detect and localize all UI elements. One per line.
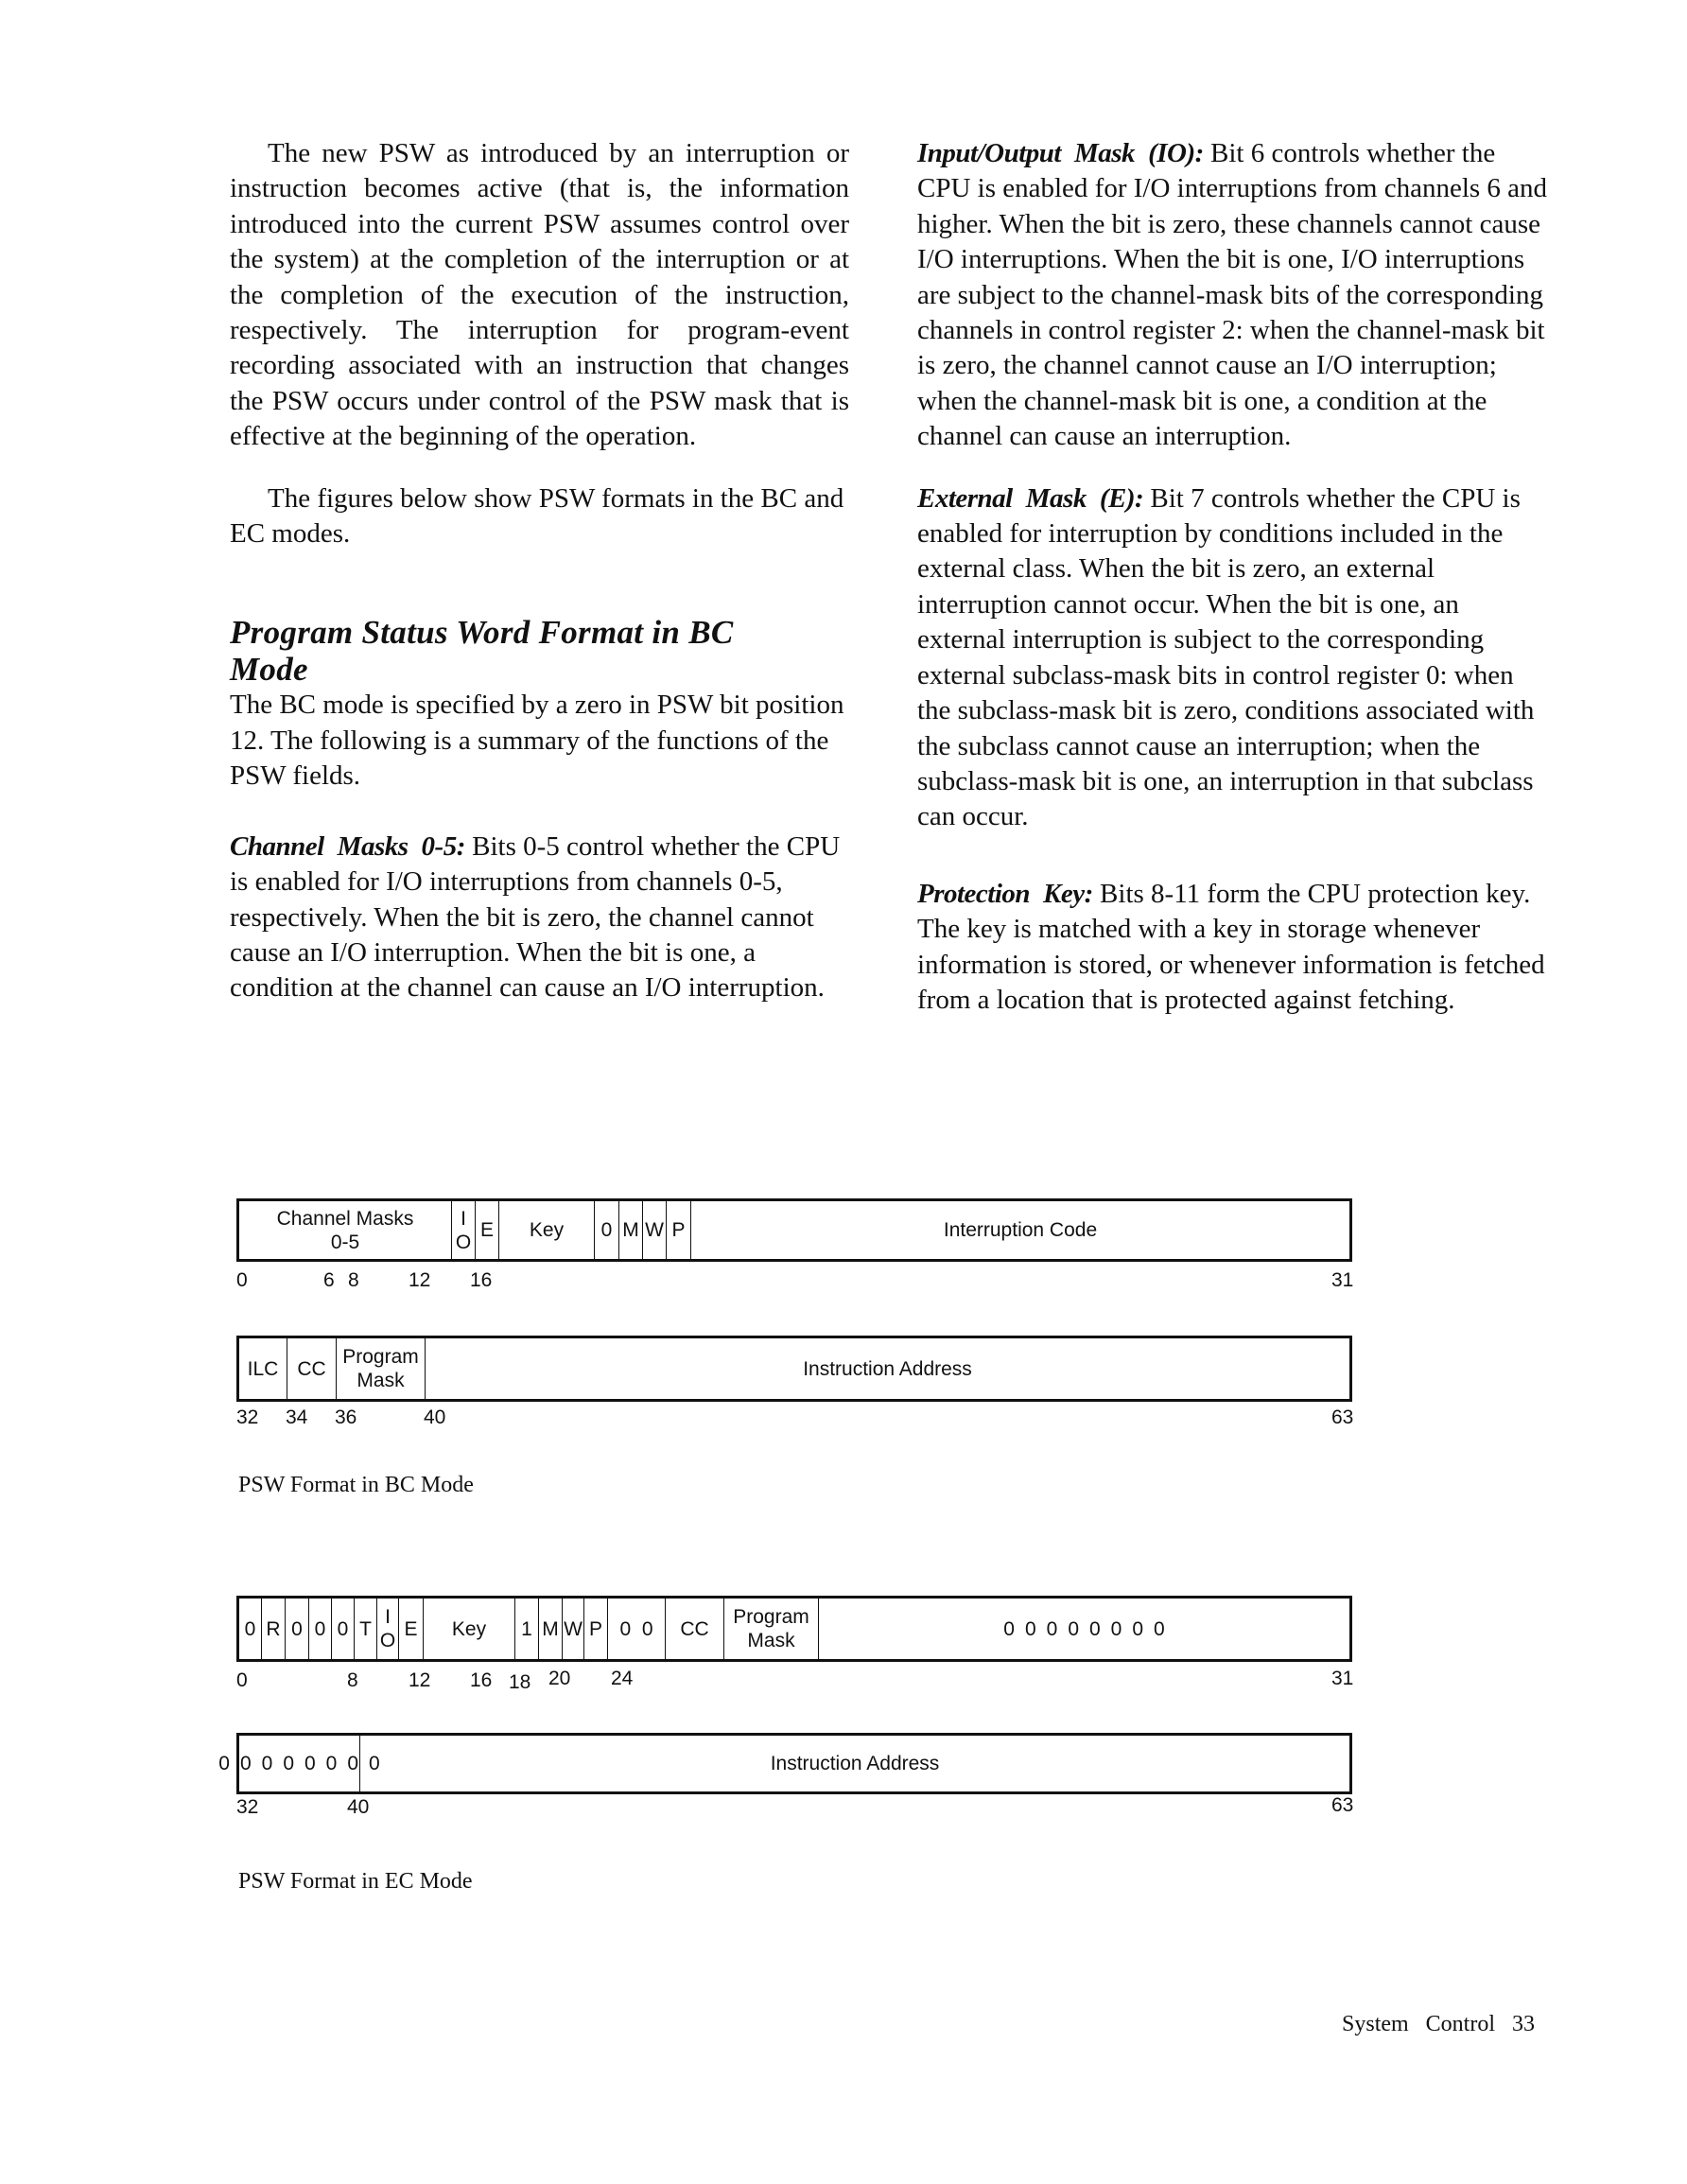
field-program-mask: Program Mask (337, 1338, 426, 1399)
page-number: 33 (1512, 2012, 1536, 2036)
field-io-mask: I O (452, 1201, 476, 1259)
bit-label: 63 (1331, 1406, 1354, 1428)
footer-section-title: System Control (1342, 2012, 1496, 2036)
field-interruption-code: Interruption Code (943, 1219, 1098, 1241)
bit-label: 32 (236, 1796, 259, 1818)
bit-label: 63 (1331, 1794, 1354, 1816)
field-bits32-39: 00000000 (239, 1736, 360, 1791)
bit-label: 12 (409, 1269, 431, 1291)
field-w: W (643, 1201, 667, 1259)
io-mask-term: Input/Output Mask (IO): (917, 138, 1204, 168)
channel-masks-term: Channel Masks 0-5: (230, 830, 465, 862)
field-m: M (539, 1599, 563, 1659)
field-channel-masks: Channel Masks 0-5 (239, 1201, 452, 1259)
field-key: Key (424, 1599, 515, 1659)
external-mask-paragraph (917, 481, 1549, 835)
field-instruction-address: Instruction Address (803, 1357, 972, 1380)
bit-label: 0 (236, 1669, 248, 1691)
field-bit4: 0 (332, 1599, 355, 1659)
intro-paragraph: The new PSW as introduced by an interruption or instruction becomes active (that is, the information introduced into the current PSW assumes control over the system) at the completion of the interruption or at the completion of the execution of the instruction, respectively. The interruption for program-event recording associated with an instruction that changes the PSW occurs under control of the PSW mask that is effective at the beginning of the operation. (230, 138, 849, 452)
channel-masks-body: Bits 0-5 control whether the CPU is enabled for I/O interruptions from channels 0-5, respectively. When the bit is zero, the channel cannot cause an I/O interruption. When the bit is one, a condition at the channel can cause an I/O interruption. (230, 830, 841, 1004)
bit-label: 31 (1331, 1668, 1354, 1689)
bit-label: 40 (424, 1406, 446, 1428)
bc-figure-caption: PSW Format in BC Mode (238, 1473, 474, 1497)
right-column (917, 136, 1549, 1018)
field-r: R (262, 1599, 286, 1659)
field-external-mask: E (399, 1599, 424, 1659)
bit-label: 31 (1331, 1269, 1354, 1291)
protection-key-term: Protection Key: (917, 878, 1093, 909)
bc-psw-word2 (236, 1336, 1352, 1402)
bit-label: 36 (335, 1406, 357, 1428)
field-external-mask: E (476, 1201, 499, 1259)
section-intro: The BC mode is specified by a zero in PSW bit position 12. The following is a summary of the functions of the PSW fields. (230, 690, 844, 792)
field-bit12: 1 (515, 1599, 539, 1659)
io-mask-paragraph (917, 136, 1549, 455)
bit-label: 8 (347, 1669, 358, 1691)
bit-label: 6 (323, 1269, 335, 1291)
ec-figure-caption: PSW Format in EC Mode (238, 1869, 473, 1894)
bit-label: 18 (509, 1671, 531, 1693)
bit-label: 20 (548, 1668, 571, 1689)
ec-psw-word1 (236, 1596, 1352, 1662)
protection-key-paragraph (917, 877, 1549, 1019)
io-mask-body: Bit 6 controls whether the CPU is enabled for I/O interruptions from channels 6 and higher. When the bit is zero, these channels cannot cause I/O interruptions. When the bit is one, I/O interruptions are subject to the channel-mask bits of the corresponding channels in control register 2: when the channel-mask bit is zero, the channel cannot cause an I/O interruption; when the channel-mask bit is one, a condition at the channel can cause an interruption. (917, 138, 1548, 452)
field-key: Key (499, 1201, 595, 1259)
field-w: W (563, 1599, 584, 1659)
protection-key-body: Bits 8-11 form the CPU protection key. The key is matched with a key in storage whenever information is stored, or whenever information is fetched from a location that is protected against fetching. (917, 878, 1545, 1015)
external-mask-body: Bit 7 controls whether the CPU is enabled for interruption by conditions included in the external class. When the bit is zero, an external interruption cannot occur. When the bit is one, an external interruption is subject to the corresponding external subclass-mask bits in control register 0: when the subclass-mask bit is zero, conditions associated with the subclass cannot cause an interruption; when the subclass-mask bit is one, an interruption in that subclass can occur. (917, 482, 1535, 832)
bit-label: 16 (470, 1269, 493, 1291)
bit-label: 24 (611, 1668, 634, 1689)
field-io-mask: I O (377, 1599, 399, 1659)
field-bits24-31: 00000000 (1003, 1617, 1175, 1640)
bit-label: 32 (236, 1406, 259, 1428)
page-footer (1319, 1984, 1535, 2064)
field-bits16-17: 0 0 (608, 1599, 666, 1659)
section-title: Program Status Word Format in BC Mode (230, 614, 734, 689)
field-bit0: 0 (239, 1599, 262, 1659)
field-p: P (584, 1599, 608, 1659)
field-cc: CC (666, 1599, 724, 1659)
left-column (230, 136, 849, 1006)
bit-label: 40 (347, 1796, 370, 1818)
figures-paragraph: The figures below show PSW formats in the BC and EC modes. (230, 482, 844, 550)
field-t: T (355, 1599, 377, 1659)
bit-label: 16 (470, 1669, 493, 1691)
field-m: M (619, 1201, 643, 1259)
bit-label: 12 (409, 1669, 431, 1691)
field-program-mask: Program Mask (724, 1599, 819, 1659)
field-bit3: 0 (309, 1599, 332, 1659)
external-mask-term: External Mask (E): (917, 482, 1144, 514)
field-bit12: 0 (595, 1201, 619, 1259)
field-instruction-address: Instruction Address (770, 1753, 940, 1774)
field-p: P (667, 1201, 691, 1259)
bc-psw-word1 (236, 1198, 1352, 1262)
field-cc: CC (287, 1338, 337, 1399)
bit-label: 0 (236, 1269, 248, 1291)
bit-label: 34 (286, 1406, 308, 1428)
bit-label: 8 (348, 1269, 359, 1291)
channel-masks-paragraph (230, 830, 849, 1006)
field-bit2: 0 (286, 1599, 309, 1659)
ec-psw-word2 (218, 1733, 1352, 1794)
field-ilc: ILC (239, 1338, 287, 1399)
